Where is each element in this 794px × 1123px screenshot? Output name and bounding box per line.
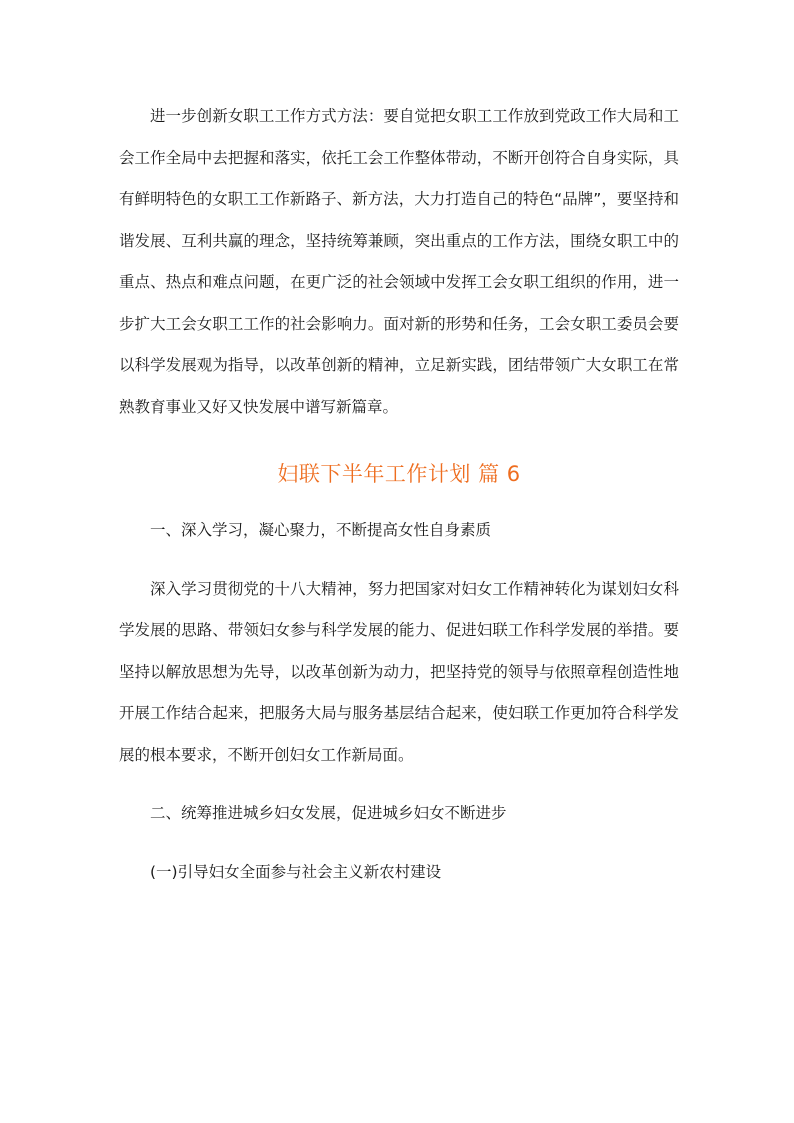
section-title: 妇联下半年工作计划 篇 6	[277, 462, 521, 486]
subheading-3: (一)引导妇女全面参与社会主义新农村建设	[150, 862, 442, 881]
subheading-2: 二、统筹推进城乡妇女发展，促进城乡妇女不断进步	[150, 804, 507, 822]
body-paragraph: 进一步创新女职工工作方式方法：要自觉把女职工工作放到党政工作大局和工会工作全局中去把握和落实，依托工会工作整体带动，不断开创符合自身实际，具有鲜明特色的女职工工作新路子、新方法，大力打造自己的特色“品牌”，要坚持和谐发展、互利共赢的理念，坚持统筹兼顾，突出重点的工作方法，围绕女职工中的重点、热点和难点问题，在更广泛的社会领域中发挥工会女职工组织的作用，进一步扩大工会女职工工作的社会影响力。面对新的形势和任务，工会女职工委员会要以科学发展观为指导，以改革创新的精神，立足新实践，团结带领广大女职工在常熟教育事业又好又快发展中谱写新篇章。	[119, 107, 679, 416]
body-paragraph-2: 深入学习贯彻党的十八大精神，努力把国家对妇女工作精神转化为谋划妇女科学发展的思路、带领妇女参与科学发展的能力、促进妇联工作科学发展的举措。要坚持以解放思想为先导，以改革创新为动力，把坚持党的领导与依照章程创造性地开展工作结合起来，把服务大局与服务基层结合起来，使妇联工作更加符合科学发展的根本要求，不断开创妇女工作新局面。	[119, 579, 679, 764]
document-content	[119, 96, 679, 893]
subheading-1: 一、深入学习，凝心聚力，不断提高女性自身素质	[150, 521, 492, 539]
